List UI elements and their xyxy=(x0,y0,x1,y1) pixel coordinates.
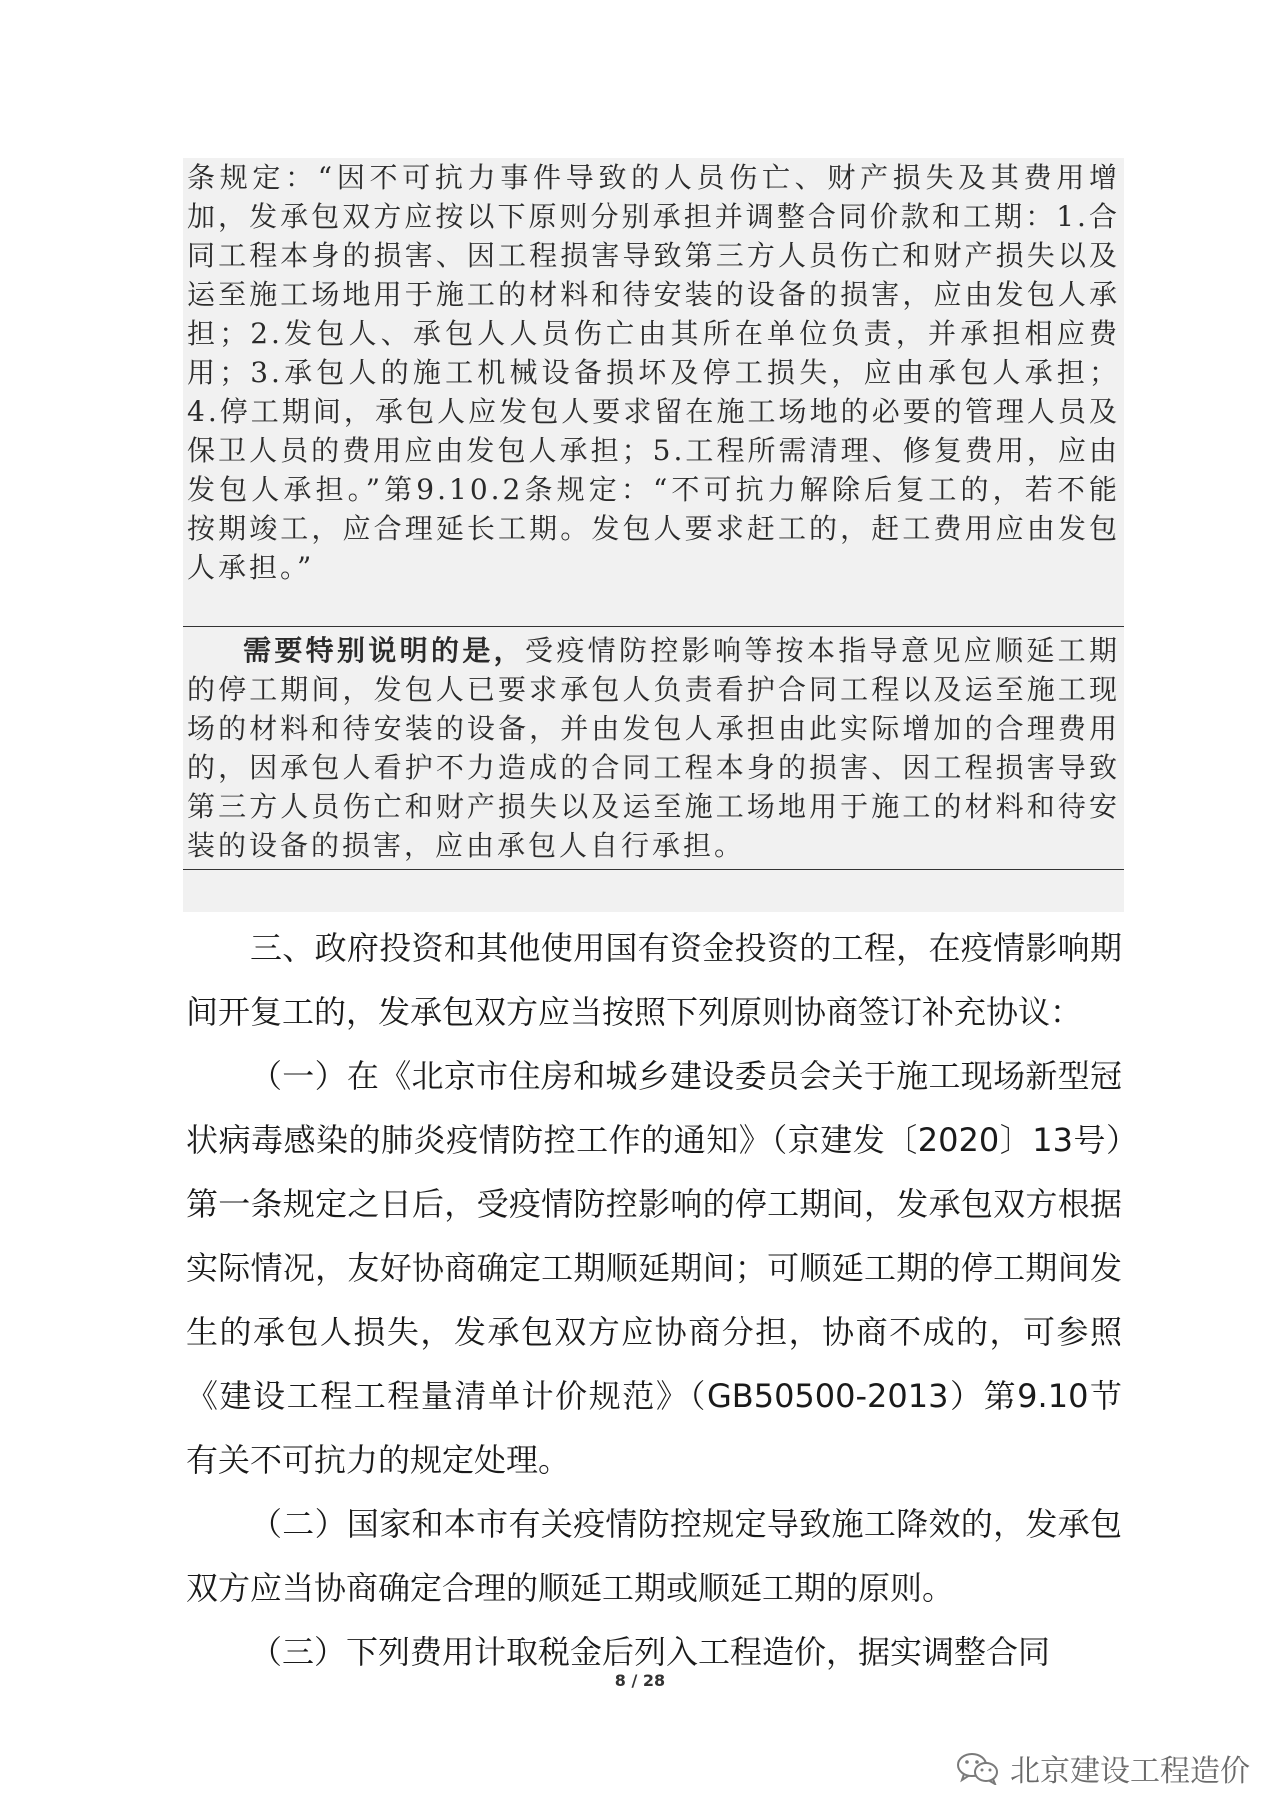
wechat-icon xyxy=(956,1751,1000,1785)
special-note-box xyxy=(183,626,1124,912)
section-3-item-3: （三）下列费用计取税金后列入工程造价，据实调整合同 xyxy=(250,1633,1051,1671)
main-body xyxy=(186,916,1122,1684)
section-3-item-2: （二）国家和本市有关疫情防控规定导致施工降效的，发承包双方应当协商确定合理的顺延工期或顺延工期的原则。 xyxy=(186,1505,1122,1607)
watermark-text: 北京建设工程造价 xyxy=(1010,1754,1250,1789)
watermark xyxy=(956,1746,1250,1790)
page-number: 8 / 28 xyxy=(614,1671,666,1690)
special-note-lead: 需要特别说明的是， xyxy=(243,634,525,667)
section-3-heading: 三、政府投资和其他使用国有资金投资的工程，在疫情影响期间开复工的，发承包双方应当按照下列原则协商签订补充协议： xyxy=(186,929,1122,1031)
section-3-item-1: （一）在《北京市住房和城乡建设委员会关于施工现场新型冠状病毒感染的肺炎疫情防控工作的通知》（京建发〔2020〕13号）第一条规定之日后，受疫情防控影响的停工期间，发承包双方根据实际情况，友好协商确定工期顺延期间；可顺延工期的停工期间发生的承包人损失，发承包双方应协商分担，协商不成的，可参照《建设工程工程量清单计价规范》（GB50500-2013）第9.10节有关不可抗力的规定处理。 xyxy=(186,1057,1122,1479)
special-note-paragraph xyxy=(187,631,1120,865)
quoted-regulation-text: 条规定：“因不可抗力事件导致的人员伤亡、财产损失及其费用增加，发承包双方应按以下原则分别承担并调整合同价款和工期：1.合同工程本身的损害、因工程损害导致第三方人员伤亡和财产损失以及运至施工场地用于施工的材料和待安装的设备的损害，应由发包人承担；2.发包人、承包人人员伤亡由其所在单位负责，并承担相应费用；3.承包人的施工机械设备损坏及停工损失，应由承包人承担；4.停工期间，承包人应发包人要求留在施工场地的必要的管理人员及保卫人员的费用应由发包人承担；5.工程所需清理、修复费用，应由发包人承担。”第9.10.2条规定：“不可抗力解除后复工的，若不能按期竣工，应合理延长工期。发包人要求赶工的，赶工费用应由发包人承担。” xyxy=(187,161,1120,584)
special-note-bordered xyxy=(183,626,1124,870)
special-note-text: 受疫情防控影响等按本指导意见应顺延工期的停工期间，发包人已要求承包人负责看护合同工程以及运至施工现场的材料和待安装的设备，并由发包人承担由此实际增加的合理费用的，因承包人看护不力造成的合同工程本身的损害、因工程损害导致第三方人员伤亡和财产损失以及运至施工场地用于施工的材料和待安装的设备的损害，应由承包人自行承担。 xyxy=(187,634,1120,862)
quoted-regulation-box xyxy=(183,158,1124,626)
